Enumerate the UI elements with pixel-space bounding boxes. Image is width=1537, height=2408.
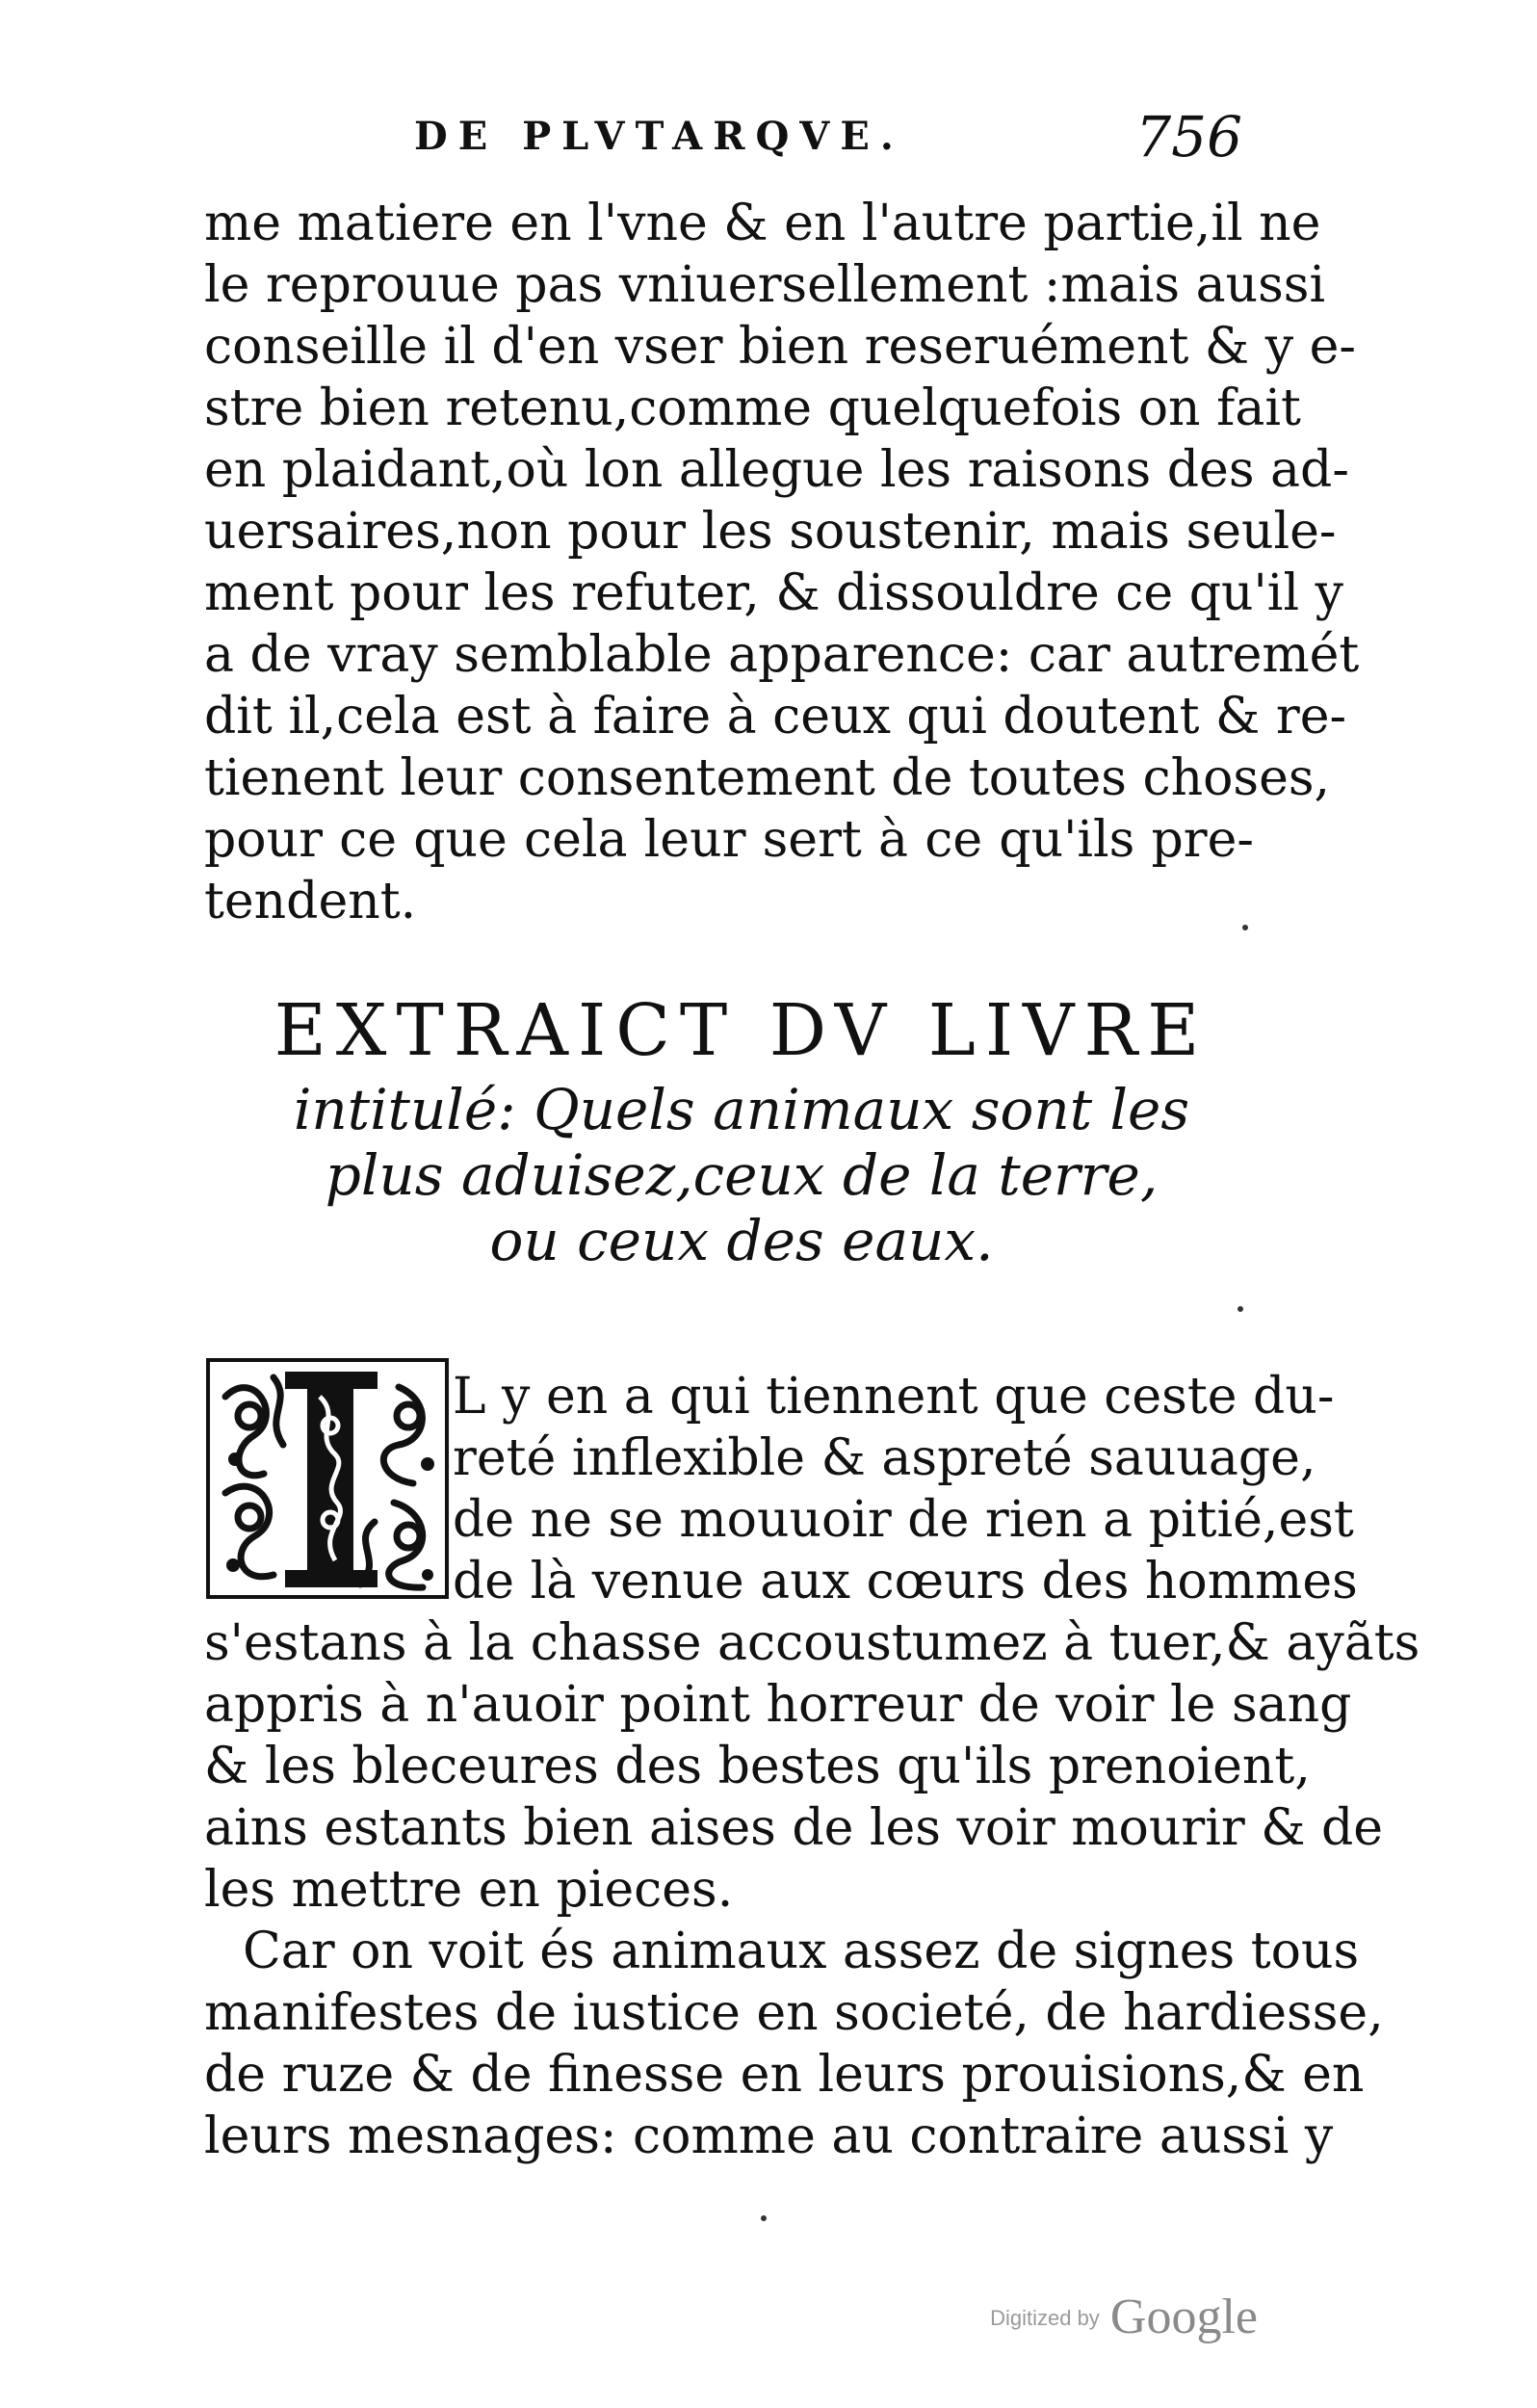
- text-line: s'estans à la chasse accoustumez à tuer,& ayãts: [204, 1614, 1420, 1672]
- text-line: les mettre en pieces.: [204, 1861, 734, 1919]
- text-line: Car on voit és animaux assez de signes tous: [243, 1923, 1360, 1980]
- page-number: 756: [1135, 104, 1242, 170]
- passage-continuation: [204, 193, 1360, 932]
- text-line: reté inflexible & aspreté sauuage,: [453, 1429, 1316, 1487]
- text-line: le reprouue pas vniuersellement :mais aussi: [204, 256, 1326, 314]
- running-title: DE PLVTARQVE.: [414, 114, 904, 159]
- digitization-watermark: [990, 2289, 1258, 2345]
- text-line: leurs mesnages: comme au contraire aussi y: [204, 2107, 1334, 2165]
- text-line: me matiere en l'vne & en l'autre partie,il ne: [204, 195, 1321, 252]
- text-line: & les bleceures des bestes qu'ils prenoient,: [204, 1738, 1311, 1795]
- text-line: dit il,cela est à faire à ceux qui doutent & re-: [204, 688, 1347, 746]
- print-speck: [1237, 1306, 1243, 1312]
- text-line: stre bien retenu,comme quelquefois on fait: [204, 380, 1301, 437]
- text-line: en plaidant,où lon allegue les raisons des ad-: [204, 441, 1349, 499]
- text-line: pour ce que cela leur sert à ce qu'ils pre-: [204, 811, 1254, 869]
- text-line: de ruze & de finesse en leurs prouisions,& en: [204, 2046, 1365, 2104]
- text-line: ment pour les refuter, & dissouldre ce qu'il y: [204, 564, 1343, 622]
- text-line: tienent leur consentement de toutes choses,: [204, 749, 1331, 807]
- text-line: a de vray semblable apparence: car autremét: [204, 626, 1360, 684]
- text-line: tendent.: [204, 873, 417, 930]
- passage-main: [204, 1366, 1420, 2167]
- text-line: L y en a qui tiennent que ceste du-: [453, 1368, 1335, 1426]
- section-heading: [231, 984, 1252, 1273]
- google-logo: Google: [1109, 2290, 1258, 2344]
- text-line: ains estants bien aises de les voir mourir & de: [204, 1799, 1384, 1857]
- section-subtitle-line: ou ceux des eaux.: [489, 1208, 994, 1273]
- section-subtitle-line: plus aduisez,ceux de la terre,: [325, 1142, 1159, 1208]
- section-title: EXTRAICT DV LIVRE: [274, 989, 1210, 1072]
- text-line: uersaires,non pour les soustenir, mais seule-: [204, 503, 1337, 561]
- text-line: manifestes de iustice en societé, de hardiesse,: [204, 1984, 1384, 2042]
- print-speck: [1242, 925, 1248, 930]
- running-header: [414, 104, 1242, 181]
- text-line: de ne se mouuoir de rien a pitié,est: [453, 1491, 1354, 1549]
- text-line: appris à n'auoir point horreur de voir le sang: [204, 1676, 1352, 1734]
- section-subtitle-line: intitulé: Quels animaux sont les: [293, 1077, 1190, 1142]
- print-speck: [761, 2215, 767, 2221]
- text-line: conseille il d'en vser bien reseruément & y e-: [204, 318, 1356, 376]
- text-line: de là venue aux cœurs des hommes: [453, 1553, 1358, 1610]
- digitized-by-label: Digitized by: [990, 2306, 1100, 2330]
